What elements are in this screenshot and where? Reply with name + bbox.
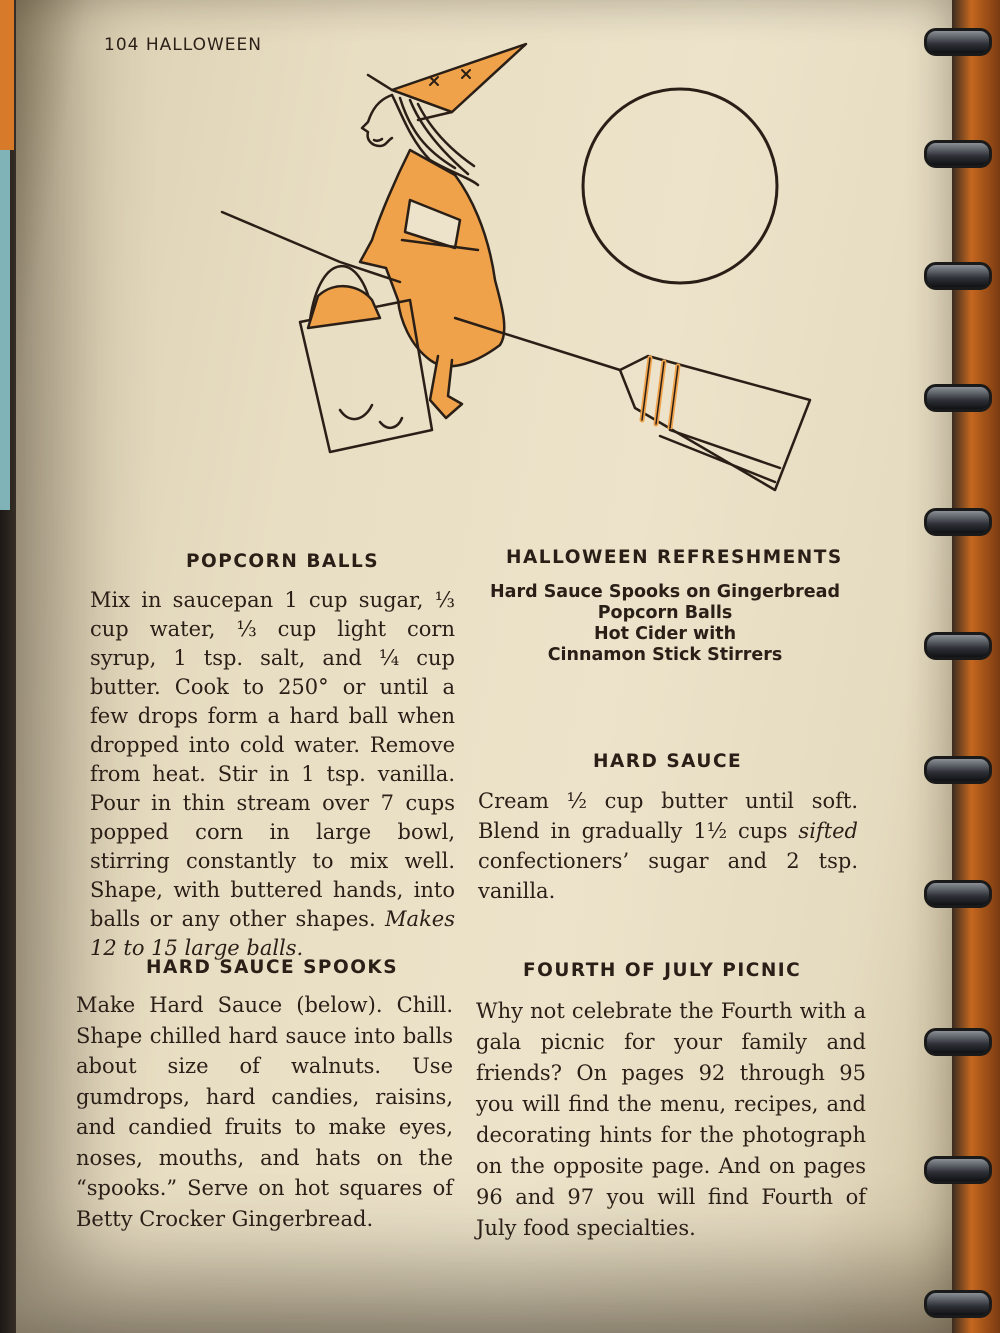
binding-ring — [924, 384, 992, 412]
fourth-of-july-heading: FOURTH OF JULY PICNIC — [523, 960, 802, 981]
witch-hat-icon — [392, 44, 526, 112]
binding-ring — [924, 1290, 992, 1318]
popcorn-balls-instructions: Mix in saucepan 1 cup sugar, ⅓ cup water, ⅓ cup light corn syrup, 1 tsp. salt, and ¼ cup butter. Cook to 250° or until a few drops form a hard ball when dropped into cold water. Remove from heat. Stir in 1 tsp. vanilla. Pour in thin stream over 7 cups popped corn in large bowl, stirring constantly to mix well. Shape, with buttered hands, into balls or any other shapes. — [90, 588, 455, 931]
hard-sauce-text-part: confectioners’ sugar and 2 tsp. vanilla. — [478, 849, 858, 903]
hard-sauce-spooks-text: Make Hard Sauce (below). Chill. Shape chilled hard sauce into balls about size of walnuts. Use gumdrops, hard candies, raisins, and candied fruits to make eyes, noses, mouths, and hats on the “spooks.” Serve on hot squares of Betty Crocker Gingerbread. — [76, 993, 453, 1231]
fourth-of-july-text: Why not celebrate the Fourth with a gala picnic for your family and friends? On pages 92 through 95 you will find the menu, recipes, and decorating hints for the photograph on the opposite page. And on pages 96 and 97 you will find Fourth of July food specialties. — [476, 999, 866, 1240]
binding-ring — [924, 880, 992, 908]
witch-face-icon — [362, 95, 392, 146]
hard-sauce-spooks-heading: HARD SAUCE SPOOKS — [146, 957, 399, 978]
binding-ring — [924, 1156, 992, 1184]
moon-icon — [583, 89, 777, 283]
popcorn-balls-text — [90, 586, 455, 963]
witch-body-icon — [360, 150, 504, 366]
binding-ring — [924, 140, 992, 168]
binding-ring — [924, 756, 992, 784]
binding-ring — [924, 28, 992, 56]
hard-sauce-heading: HARD SAUCE — [593, 751, 743, 772]
popcorn-balls-yield: Makes 12 to 15 large balls. — [90, 907, 455, 960]
refreshments-menu — [470, 582, 860, 666]
running-head: 104 HALLOWEEN — [104, 35, 262, 55]
menu-item: Popcorn Balls — [597, 603, 733, 623]
binding-ring — [924, 262, 992, 290]
binding-ring — [924, 508, 992, 536]
menu-item: Hot Cider with — [593, 624, 737, 644]
hard-sauce-text — [478, 786, 858, 906]
binding-ring — [924, 632, 992, 660]
popcorn-balls-heading: POPCORN BALLS — [186, 551, 380, 572]
hard-sauce-text-part: Cream ½ cup butter until soft. Blend in gradually 1½ cups — [478, 789, 858, 843]
halloween-refreshments-heading: HALLOWEEN REFRESHMENTS — [506, 547, 843, 568]
menu-item: Cinnamon Stick Stirrers — [547, 645, 783, 665]
menu-item: Hard Sauce Spooks on Gingerbread — [489, 582, 841, 602]
binding-ring — [924, 1028, 992, 1056]
hard-sauce-emphasis: sifted — [798, 819, 858, 843]
